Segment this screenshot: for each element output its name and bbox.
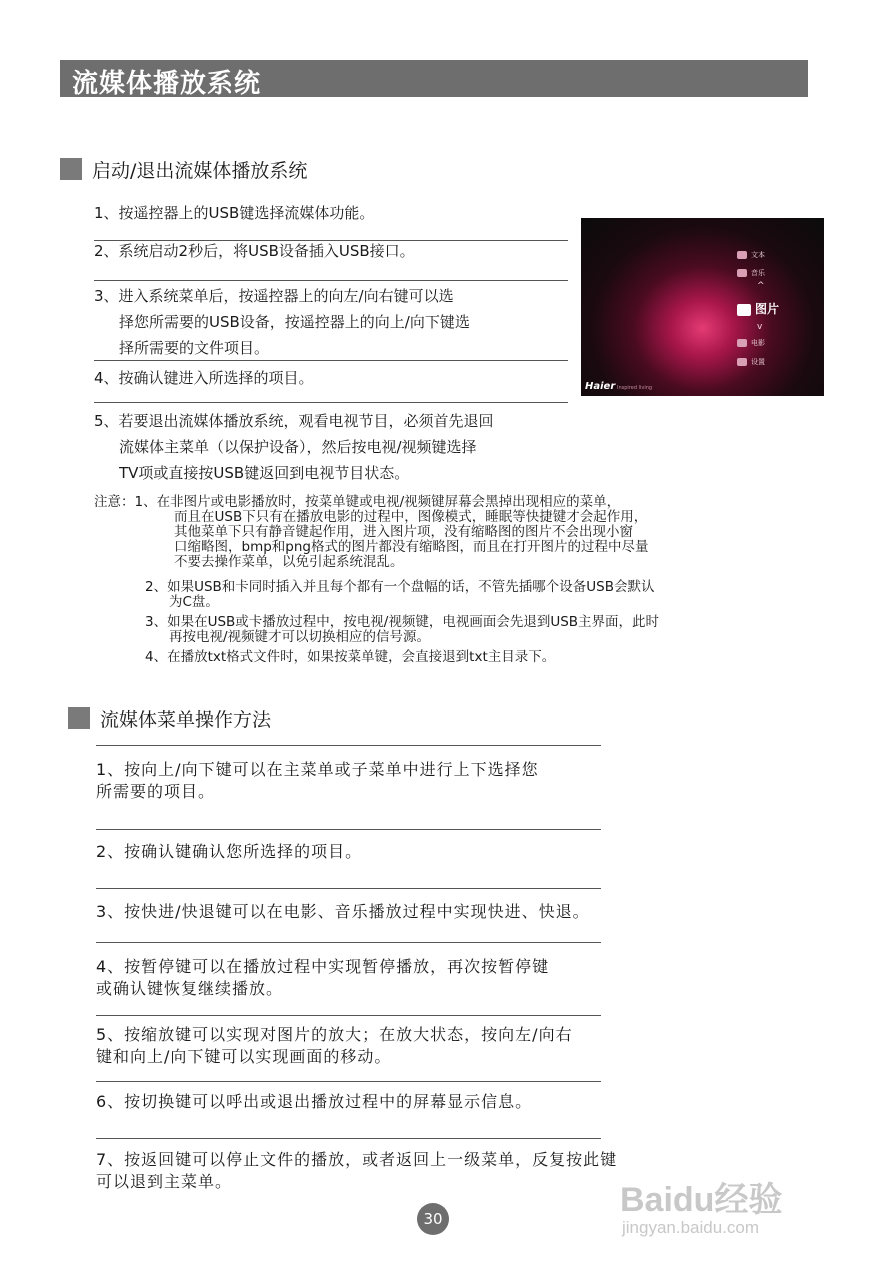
section-heading-text: 启动/退出流媒体播放系统 — [92, 160, 308, 182]
divider — [96, 942, 601, 943]
divider — [96, 888, 601, 889]
item-line: 1、按遥控器上的USB键选择流媒体功能。 — [94, 204, 375, 222]
menu-op-3 — [96, 901, 590, 923]
divider — [94, 360, 568, 361]
title-bar — [60, 60, 808, 97]
haier-logo: Haier — [585, 381, 616, 392]
divider — [96, 745, 601, 746]
menu-row-music: 音乐 — [737, 268, 765, 278]
chevron-down-icon: v — [757, 322, 763, 332]
page-title: 流媒体播放系统 — [72, 69, 262, 99]
divider — [96, 1081, 601, 1082]
note-line: 4、在播放txt格式文件时，如果按菜单键，会直接退到txt主目录下。 — [145, 649, 556, 665]
note-line: 而且在USB下只有在播放电影的过程中，图像模式，睡眠等快捷键才会起作用， — [174, 509, 648, 525]
divider — [94, 280, 568, 281]
baidu-watermark-logo: Baidu经验 — [620, 1181, 783, 1219]
start-item-5 — [94, 408, 494, 486]
menu-op-7 — [96, 1149, 617, 1193]
gear-icon — [737, 358, 747, 366]
op-line: 键和向上/向下键可以实现画面的移动。 — [96, 1047, 392, 1066]
menu-op-1 — [96, 759, 539, 803]
menu-op-2 — [96, 841, 362, 863]
note-line: 口缩略图，bmp和png格式的图片都没有缩略图，而且在打开图片的过程中尽量 — [174, 539, 649, 555]
camera-icon — [737, 304, 751, 316]
note-4 — [145, 650, 555, 665]
note-line: 为C盘。 — [169, 594, 219, 610]
section-heading-text: 流媒体菜单操作方法 — [100, 709, 272, 731]
clapperboard-icon — [737, 339, 747, 347]
haier-slogan: Inspired living — [617, 385, 653, 391]
item-line: TV项或直接按USB键返回到电视节目状态。 — [119, 464, 410, 482]
note-line: 再按电视/视频键才可以切换相应的信号源。 — [169, 629, 431, 645]
baidu-watermark-url: jingyan.baidu.com — [622, 1218, 760, 1237]
section-marker — [68, 707, 90, 729]
page-number: 30 — [417, 1203, 449, 1235]
op-line: 6、按切换键可以呼出或退出播放过程中的屏幕显示信息。 — [96, 1092, 533, 1111]
item-line: 择所需要的文件项目。 — [119, 339, 270, 357]
op-line: 7、按返回键可以停止文件的播放，或者返回上一级菜单，反复按此键 — [96, 1150, 618, 1169]
menu-row-text: 文本 — [737, 250, 765, 260]
op-line: 所需要的项目。 — [96, 782, 216, 801]
op-line: 5、按缩放键可以实现对图片的放大；在放大状态，按向左/向右 — [96, 1025, 573, 1044]
note-3 — [145, 615, 659, 645]
music-disc-icon — [737, 269, 747, 277]
op-line: 1、按向上/向下键可以在主菜单或子菜单中进行上下选择您 — [96, 760, 539, 779]
divider — [94, 402, 568, 403]
section-marker — [60, 158, 82, 180]
menu-row-photo-selected: 图片 — [737, 300, 779, 317]
note-1 — [94, 495, 648, 570]
item-line: 4、按确认键进入所选择的项目。 — [94, 369, 314, 387]
start-item-3 — [94, 283, 470, 361]
document-icon — [737, 251, 747, 259]
item-line: 2、系统启动2秒后，将USB设备插入USB接口。 — [94, 242, 415, 260]
item-line: 5、若要退出流媒体播放系统，观看电视节目，必须首先退回 — [94, 412, 494, 430]
op-line: 可以退到主菜单。 — [96, 1172, 233, 1191]
divider — [96, 1015, 601, 1016]
note-line: 其他菜单下只有静音键起作用，进入图片项，没有缩略图的图片不会出现小窗 — [174, 524, 633, 540]
menu-op-4 — [96, 956, 549, 1000]
item-line: 流媒体主菜单（以保护设备），然后按电视/视频键选择 — [119, 438, 477, 456]
item-line: 择您所需要的USB设备，按遥控器上的向上/向下键选 — [119, 313, 470, 331]
note-2 — [145, 580, 655, 610]
start-item-2 — [94, 238, 415, 264]
tv-menu-screenshot — [581, 218, 824, 396]
start-item-4 — [94, 365, 314, 391]
note-line: 1、在非图片或电影播放时，按菜单键或电视/视频键屏幕会黑掉出现相应的菜单， — [134, 494, 621, 510]
menu-row-settings: 设置 — [737, 357, 765, 367]
chevron-up-icon: ^ — [757, 281, 765, 291]
op-line: 2、按确认键确认您所选择的项目。 — [96, 842, 363, 861]
note-line: 不要去操作菜单，以免引起系统混乱。 — [174, 554, 404, 570]
op-line: 3、按快进/快退键可以在电影、音乐播放过程中实现快进、快退。 — [96, 902, 590, 921]
item-line: 3、进入系统菜单后，按遥控器上的向左/向右键可以选 — [94, 287, 454, 305]
menu-op-6 — [96, 1091, 532, 1113]
note-label: 注意： — [94, 494, 135, 510]
divider — [96, 1138, 601, 1139]
divider — [96, 829, 601, 830]
op-line: 4、按暂停键可以在播放过程中实现暂停播放，再次按暂停键 — [96, 957, 550, 976]
op-line: 或确认键恢复继续播放。 — [96, 979, 284, 998]
note-line: 2、如果USB和卡同时插入并且每个都有一个盘幅的话，不管先插哪个设备USB会默认 — [145, 579, 655, 595]
menu-op-5 — [96, 1024, 573, 1068]
start-item-1 — [94, 200, 374, 226]
note-line: 3、如果在USB或卡播放过程中，按电视/视频键，电视画面会先退到USB主界面，此时 — [145, 614, 660, 630]
menu-row-movie: 电影 — [737, 338, 765, 348]
